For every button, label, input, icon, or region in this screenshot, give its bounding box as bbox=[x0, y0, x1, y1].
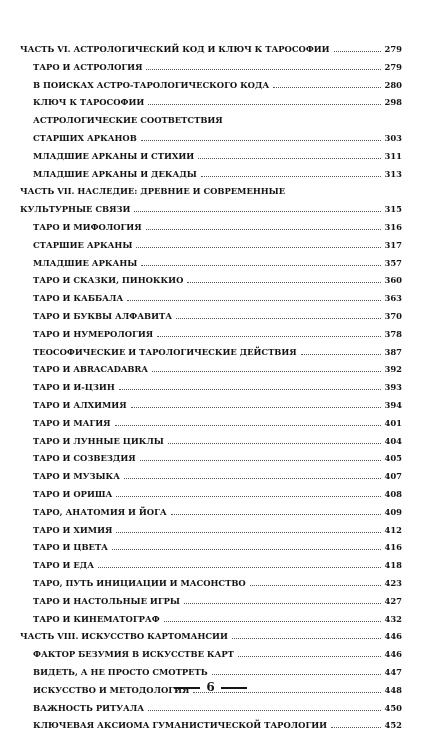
toc-entry-title: ТАРО И ХИМИЯ bbox=[33, 524, 113, 535]
toc-dot-leader bbox=[157, 336, 381, 337]
toc-page-number: 387 bbox=[384, 346, 402, 357]
toc-entry-title: ТАРО И МУЗЫКА bbox=[33, 471, 121, 482]
toc-entry-title: ТАРО, АНАТОМИЯ И ЙОГА bbox=[33, 506, 167, 517]
toc-entry-title: ТАРО И ОРИША bbox=[33, 489, 113, 499]
toc-dot-leader bbox=[141, 140, 381, 141]
toc-page-number: 357 bbox=[384, 257, 402, 268]
toc-page-number: 317 bbox=[384, 239, 402, 250]
toc-page-number: 313 bbox=[384, 168, 402, 179]
toc-page-number: 405 bbox=[384, 453, 402, 464]
toc-entry-title: МЛАДШИЕ АРКАНЫ И СТИХИИ bbox=[33, 150, 195, 161]
toc-dot-leader bbox=[301, 354, 381, 355]
toc-page-number: 394 bbox=[384, 400, 402, 410]
toc-entry-title: ТАРО И ЛУННЫЕ ЦИКЛЫ bbox=[33, 435, 164, 446]
toc-entry-title: ТАРО И БУКВЫ АЛФАВИТА bbox=[33, 311, 173, 321]
toc-dot-leader bbox=[124, 478, 381, 479]
toc-entry-title: ТЕОСОФИЧЕСКИЕ И ТАРОЛОГИЧЕСКИЕ ДЕЙСТВИЯ bbox=[33, 346, 297, 357]
toc-page-number: 412 bbox=[384, 524, 402, 535]
toc-dot-leader bbox=[140, 460, 381, 461]
toc-dot-leader bbox=[148, 710, 381, 711]
toc-page-number: 427 bbox=[384, 595, 402, 606]
toc-entry-title: КЛЮЧ К ТАРОСОФИИ bbox=[33, 97, 145, 108]
toc-entry-title: КЛЮЧЕВАЯ АКСИОМА ГУМАНИСТИЧЕСКОЙ ТАРОЛОГИИ bbox=[33, 720, 328, 730]
toc-page-number: 279 bbox=[384, 61, 402, 72]
toc-page-number: 409 bbox=[384, 506, 402, 517]
toc-dot-leader bbox=[232, 638, 381, 639]
toc-dot-leader bbox=[164, 621, 381, 622]
toc-page-number: 404 bbox=[384, 435, 402, 446]
toc-dot-leader bbox=[146, 69, 381, 70]
toc-dot-leader bbox=[141, 265, 381, 266]
toc-page-number: 408 bbox=[384, 489, 402, 499]
toc-entry-title: ВАЖНОСТЬ РИТУАЛА bbox=[33, 702, 145, 713]
toc-page-number: 298 bbox=[384, 97, 402, 108]
toc-dot-leader bbox=[152, 371, 381, 372]
toc-entry-title: МЛАДШИЕ АРКАНЫ bbox=[33, 257, 138, 268]
toc-page-number: 432 bbox=[384, 613, 402, 624]
toc-page-number: 416 bbox=[384, 542, 402, 553]
toc-entry-title: ЧАСТЬ VI. АСТРОЛОГИЧЕСКИЙ КОД И КЛЮЧ К ТАРОСОФИИ bbox=[20, 44, 330, 54]
toc-entry-title: В ПОИСКАХ АСТРО-ТАРОЛОГИЧЕСКОГО КОДА bbox=[33, 79, 270, 90]
toc-entry-title: ТАРО И КАББАЛА bbox=[33, 293, 124, 304]
toc-entry-title: МЛАДШИЕ АРКАНЫ И ДЕКАДЫ bbox=[33, 168, 197, 179]
page-number: 6 bbox=[206, 680, 215, 694]
toc-entry-title: АСТРОЛОГИЧЕСКИЕ СООТВЕТСТВИЯ bbox=[33, 115, 223, 126]
toc-page-number: 316 bbox=[384, 222, 402, 232]
toc-page-number: 370 bbox=[384, 311, 402, 321]
toc-dot-leader bbox=[98, 567, 381, 568]
toc-dot-leader bbox=[131, 407, 381, 408]
toc-page-number: 446 bbox=[384, 649, 402, 660]
toc-entry-title: ИСКУССТВО И МЕТОДОЛОГИЯ bbox=[33, 684, 190, 695]
toc-dot-leader bbox=[146, 229, 381, 230]
toc-page-number: 392 bbox=[384, 364, 402, 375]
toc-entry-title: ТАРО И ЦВЕТА bbox=[33, 542, 108, 553]
toc-entry-title: ЧАСТЬ VIII. ИСКУССТВО КАРТОМАНСИИ bbox=[20, 631, 228, 642]
toc-page-number: 279 bbox=[384, 44, 402, 54]
toc-page-number: 452 bbox=[384, 720, 402, 730]
toc-dot-leader bbox=[136, 247, 381, 248]
toc-entry-title: ТАРО И СОЗВЕЗДИЯ bbox=[33, 453, 136, 464]
toc-entry-title: ТАРО И АЛХИМИЯ bbox=[33, 400, 127, 410]
toc-page-number: 378 bbox=[384, 328, 402, 339]
toc-page-number: 448 bbox=[384, 684, 402, 695]
toc-page-number: 447 bbox=[384, 667, 402, 677]
toc-page-number: 407 bbox=[384, 471, 402, 482]
page-footer bbox=[0, 680, 421, 694]
toc-page-number: 311 bbox=[384, 150, 402, 161]
toc-entry-title: ТАРО И НАСТОЛЬНЫЕ ИГРЫ bbox=[33, 595, 180, 606]
toc-page-number: 418 bbox=[384, 560, 402, 571]
toc-dot-leader bbox=[184, 603, 381, 604]
ornament-left-icon bbox=[174, 687, 200, 689]
toc-entry-title: ЧАСТЬ VII. НАСЛЕДИЕ: ДРЕВНИЕ И СОВРЕМЕННЫЕ bbox=[20, 186, 286, 197]
toc-page-number: 360 bbox=[384, 275, 402, 286]
toc-dot-leader bbox=[273, 87, 381, 88]
toc-dot-leader bbox=[171, 514, 381, 515]
toc-dot-leader bbox=[198, 158, 381, 159]
toc-dot-leader bbox=[187, 282, 381, 283]
toc-dot-leader bbox=[212, 674, 381, 675]
ornament-right-icon bbox=[221, 687, 247, 689]
toc-entry-title: СТАРШИЕ АРКАНЫ bbox=[33, 239, 133, 250]
toc-page-number: 363 bbox=[384, 293, 402, 304]
toc-page-number: 315 bbox=[384, 204, 402, 215]
toc-dot-leader bbox=[112, 549, 381, 550]
toc-dot-leader bbox=[201, 176, 381, 177]
toc-entry-title: ТАРО И МИФОЛОГИЯ bbox=[33, 222, 142, 232]
toc-entry-title: ТАРО И И-ЦЗИН bbox=[33, 382, 115, 393]
toc-dot-leader bbox=[116, 496, 381, 497]
toc-entry-title: ТАРО И НУМЕРОЛОГИЯ bbox=[33, 328, 154, 339]
toc-dot-leader bbox=[250, 585, 381, 586]
toc-entry-title: СТАРШИХ АРКАНОВ bbox=[33, 133, 137, 143]
toc-entry-title: ТАРО И МАГИЯ bbox=[33, 417, 111, 428]
toc-page-number: 401 bbox=[384, 417, 402, 428]
toc-entry-title: ТАРО И КИНЕМАТОГРАФ bbox=[33, 613, 160, 624]
toc-entry-title: ТАРО И АСТРОЛОГИЯ bbox=[33, 61, 143, 72]
toc-dot-leader bbox=[127, 300, 381, 301]
toc-page-number: 280 bbox=[384, 79, 402, 90]
toc-dot-leader bbox=[148, 104, 381, 105]
toc-dot-leader bbox=[119, 389, 381, 390]
toc-dot-leader bbox=[238, 656, 381, 657]
toc-dot-leader bbox=[334, 51, 381, 52]
toc-entry-title: ФАКТОР БЕЗУМИЯ В ИСКУССТВЕ КАРТ bbox=[33, 649, 234, 660]
toc-dot-leader bbox=[176, 318, 381, 319]
toc-page-number: 450 bbox=[384, 702, 402, 713]
toc-dot-leader bbox=[134, 211, 381, 212]
toc-page-number: 393 bbox=[384, 382, 402, 393]
toc-entry-title: ТАРО, ПУТЬ ИНИЦИАЦИИ И МАСОНСТВО bbox=[33, 578, 246, 588]
toc-entry-title: КУЛЬТУРНЫЕ СВЯЗИ bbox=[20, 204, 131, 215]
toc-page-number: 303 bbox=[384, 133, 402, 143]
toc-entry-title: ТАРО И СКАЗКИ, ПИНОККИО bbox=[33, 275, 184, 286]
toc-page-number: 423 bbox=[384, 578, 402, 588]
toc-dot-leader bbox=[168, 443, 381, 444]
toc-entry-title: ТАРО И ABRACADABRA bbox=[33, 364, 148, 375]
toc-entry-title: ТАРО И ЕДА bbox=[33, 560, 95, 571]
toc-entry-title: ВИДЕТЬ, А НЕ ПРОСТО СМОТРЕТЬ bbox=[33, 667, 208, 677]
toc-dot-leader bbox=[115, 425, 381, 426]
toc-dot-leader bbox=[331, 727, 381, 728]
toc-dot-leader bbox=[116, 532, 381, 533]
toc-page-number: 446 bbox=[384, 631, 402, 642]
